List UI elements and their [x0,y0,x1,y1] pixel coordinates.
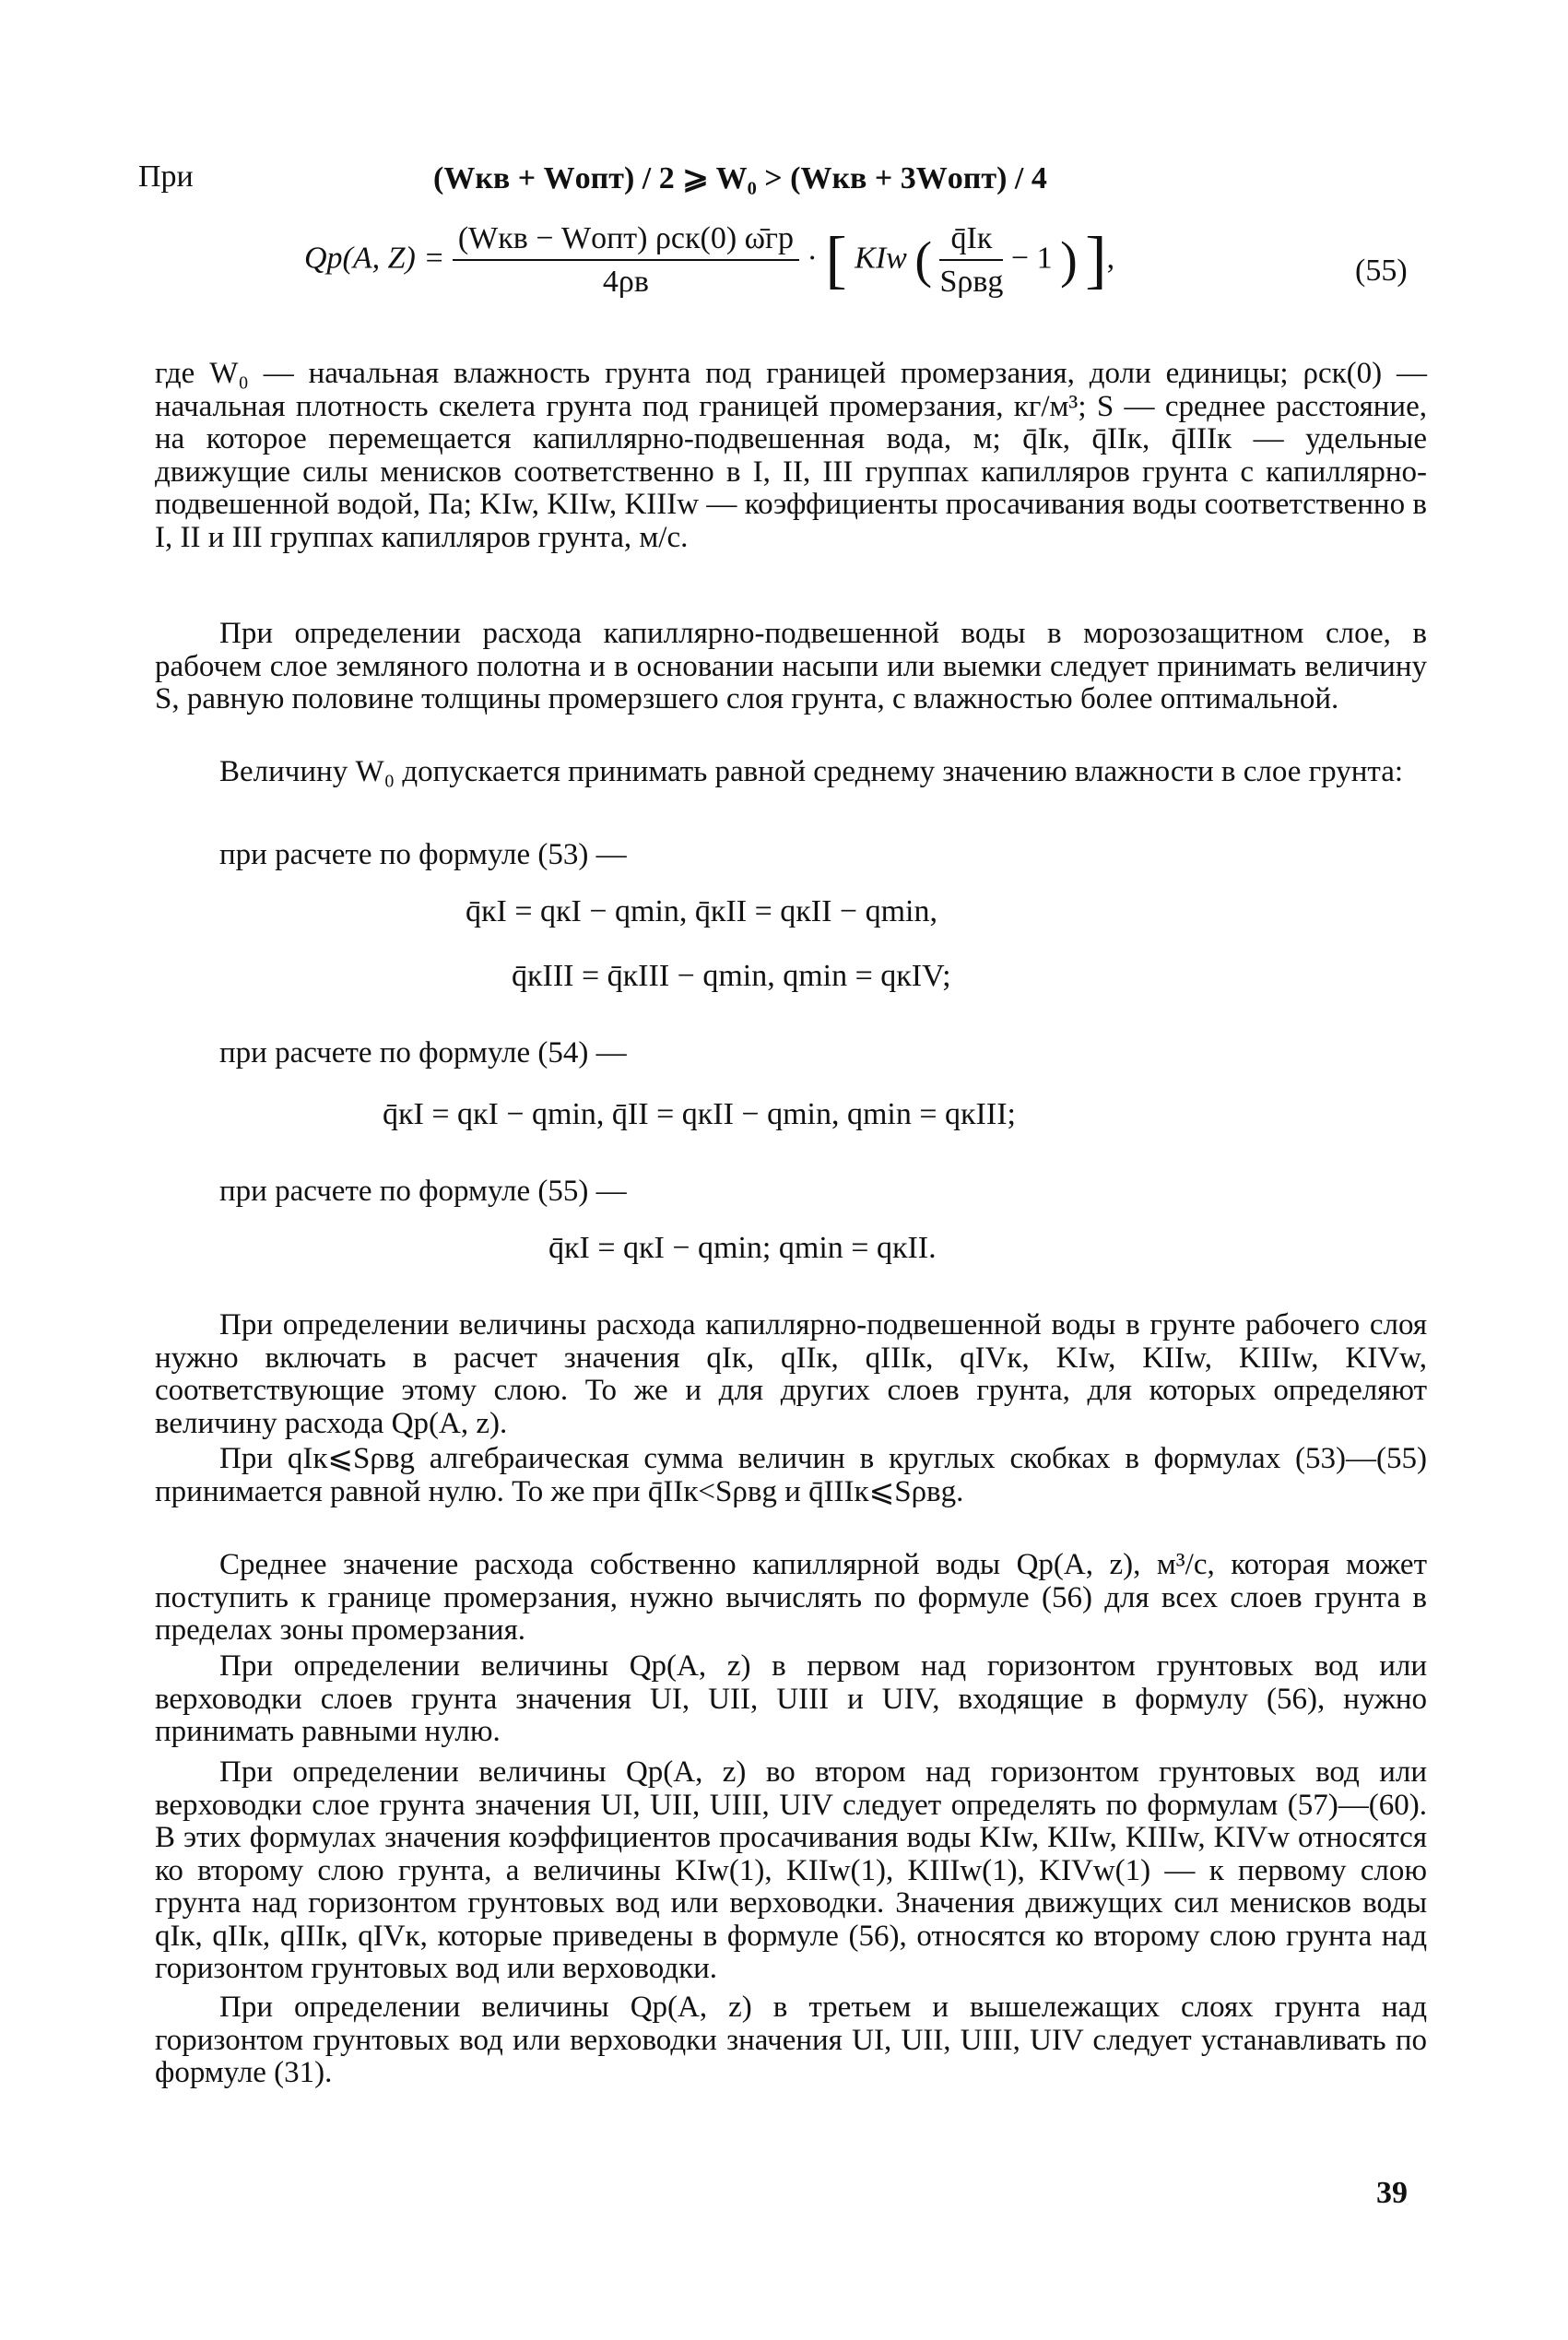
paragraph-second-layer: При определении величины Qp(A, z) во втором над горизонтом грунтовых вод или верховодки слое грунта значения UI, UII, UIII, UIV следует определять по формулам (57)—(60). В этих формулах значения коэффициентов просачивания воды KIw, KIIw, KIIIw, KIVw относятся ко второму слою грунта, а величины KIw(1), KIIw(1), KIIIw(1), KIVw(1) — к первому слою грунта над горизонтом грунтовых вод или верховодки. Значения движущих сил менисков воды qIк, qIIк, qIIIк, qIVк, которые приведены в формуле (56), относятся ко второму слою грунта над горизонтом грунтовых вод или верховодки. [155,1755,1427,1985]
formula-55-lhs: Qp(A, Z) = [304,241,445,276]
formula-55-inner-fraction [939,221,1003,300]
formula-55-inner-denominator: Sρвg [939,265,1004,299]
definitions-paragraph: где W₀ — начальная влажность грунта под границей промерзания, доли единицы; ρск(0) — начальная плотность скелета грунта под границей промерзания, кг/м³; S — среднее расстояние, на которое перемещается капиллярно-подвешенная вода, м; q̄Iк, q̄IIк, q̄IIIк — удельные движущие силы менисков соответственно в I, II, III группах капилляров грунта с капиллярно-подвешенной водой, Па; KIw, KIIw, KIIIw — коэффициенты просачивания воды соответственно в I, II и III группах капилляров грунта, м/с. [155,357,1427,554]
formula-55-k-term: KIw [855,241,907,276]
formula-55-close-bracket: ] [1085,224,1107,296]
formula-55-inner-numerator: q̄Iк [939,221,1003,261]
formula-53-line-2: q̄кIII = q̄кIII − qmin, qmin = qкIV; [512,959,951,993]
paragraph-layer-thickness: При определении расхода капиллярно-подвешенной воды в морозозащитном слое, в рабочем слое земляного полотна и в основании насыпи или выемки следует принимать величину S, равную половине толщины промерзшего слоя грунта, с влажностью более оптимальной. [155,617,1427,715]
formula-55-close-paren: ) [1060,231,1078,290]
formula-54-line-1: q̄кI = qкI − qmin, q̄II = qкII − qmin, qmin = qкIII; [383,1097,1016,1131]
formula-55-dot: · [807,241,818,276]
formula-55-numerator: (Wкв − Wопт) ρск(0) ω̄гр [453,221,799,261]
paragraph-third-layer: При определении величины Qp(A, z) в третьем и вышележащих слоях грунта над горизонтом грунтовых вод или верховодки значения UI, UII, UIII, UIV следует устанавливать по формуле (31). [155,1991,1427,2089]
formula-55-minus-one: − 1 [1010,241,1053,276]
paragraph-mean-flow: Среднее значение расхода собственно капиллярной воды Qp(A, z), м³/с, которая может поступить к границе промерзания, нужно вычислять по формуле (56) для всех слоев грунта в пределах зоны промерзания. [155,1548,1427,1647]
paragraph-working-layer: При определении величины расхода капиллярно-подвешенной воды в грунте рабочего слоя нужно включать в расчет значения qIк, qIIк, qIIIк, qIVк, KIw, KIIw, KIIIw, KIVw, соответствующие этому слою. То же и для других слоев грунта, для которых определяют величину расхода Qp(A, z). [155,1308,1427,1440]
paragraph-first-layer: При определении величины Qp(A, z) в первом над горизонтом грунтовых вод или верховодки слоев грунта значения UI, UII, UIII и UIV, входящие в формулу (56), нужно принимать равными нулю. [155,1649,1427,1748]
formula-55-denominator: 4ρв [602,265,649,299]
page-number: 39 [1376,2176,1408,2210]
condition-prefix: При [138,160,194,194]
formula-55-open-bracket: [ [825,224,847,296]
formula-55-fraction [453,221,799,300]
paragraph-w0: Величину W₀ допускается принимать равной среднему значению влажности в слое грунта: [219,755,1404,788]
paragraph-algebraic-sum: При qIк⩽Sρвg алгебраическая сумма величин в круглых скобках в формулах (53)—(55) принимается равной нулю. То же при q̄IIк<Sρвg и q̄IIIк⩽Sρвg. [155,1442,1427,1508]
formula-55-open-paren: ( [914,231,932,290]
formula-55-number: (55) [1355,254,1408,288]
formula-53-line-1: q̄кI = qкI − qmin, q̄кII = qкII − qmin, [466,894,937,928]
formula-55-values: q̄кI = qкI − qmin; qmin = qкII. [548,1231,937,1265]
condition-expression: (Wкв + Wопт) / 2 ⩾ W₀ > (Wкв + 3Wопт) / 4 [433,161,1047,195]
label-formula-55: при расчете по формуле (55) — [219,1175,627,1208]
label-formula-53: при расчете по формуле (53) — [219,838,627,871]
label-formula-54: при расчете по формуле (54) — [219,1036,627,1070]
formula-55: Qp(A, Z) = $\frac{\text{(Wкв − Wопт) ρск(0) ω̄гр}}{4\rho в}$ · [ KIw ( $\frac{q̄Iк}{\text{Sρвg}}$ − 1 ) ], [304,221,1115,299]
